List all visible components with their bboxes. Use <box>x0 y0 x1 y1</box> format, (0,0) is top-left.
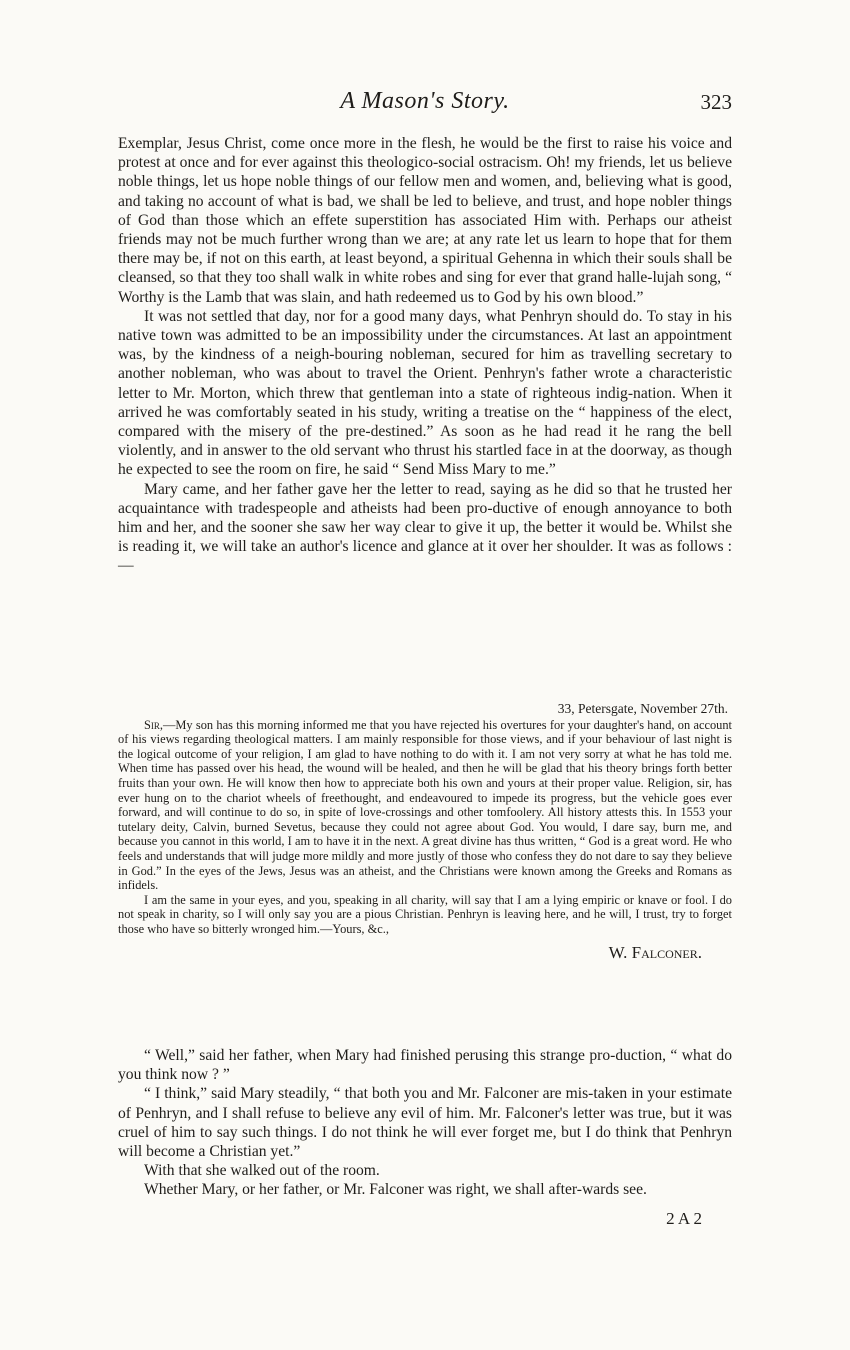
letter-text: I am the same in your eyes, and you, speaking in all charity, will say that I am a lying empiric or knave or fool. I do not speak in charity, so I will only say you are a pious Christian. Penhryn is leaving here, and he will, I trust, try to forget those who have so bitterly wronged him.—Yours, &c., <box>118 892 732 936</box>
letter-paragraph <box>118 893 732 937</box>
page-header <box>118 88 732 122</box>
letter-paragraph <box>118 718 732 893</box>
body-text-continued <box>118 1046 732 1228</box>
paragraph: With that she walked out of the room. <box>144 1162 380 1180</box>
paragraph: It was not settled that day, nor for a good many days, what Penhryn should do. To stay in his native town was admitted to be an impossibility under the circumstances. At last an appointment was, by the kindness of a neigh-bouring nobleman, secured for him as travelling secretary to another nobleman, who was about to travel the Orient. Penhryn's father wrote a characteristic letter to Mr. Morton, which threw that gentleman into a state of righteous indig-nation. When it arrived he was comfortably seated in his study, writing a treatise on the “ happiness of the elect, compared with the misery of the pre-destined.” As soon as he had read it he rang the bell violently, and in answer to the old servant who thrust his startled face in at the doorway, as though he expected to see the room on fire, he said “ Send Miss Mary to me.” <box>118 307 732 479</box>
paragraph: “ Well,” said her father, when Mary had finished perusing this strange pro-duction, “ what do you think now ? ” <box>118 1047 732 1084</box>
letter-signature: W. Falconer. <box>608 942 702 962</box>
quoted-letter <box>118 702 732 960</box>
letter-address: 33, Petersgate, November 27th. <box>557 701 728 716</box>
paragraph: Exemplar, Jesus Christ, come once more in the flesh, he would be the first to raise his voice and protest at once and for ever against this theologico-social ostracism. Oh! my friends, let us believe noble things, let us hope noble things of our fellow men and women, and, believing what is good, and taking no account of what is bad, we shall be led to believe, and trust, and hope nobler things of God than those which an effete superstition has associated Him with. Perhaps our atheist friends may not be much further wrong than we are; at any rate let us learn to hope that for them there may be, if not on this earth, at least beyond, a spiritual Gehenna in which their souls shall be cleansed, so that they too shall walk in white robes and sing for ever that grand halle-lujah song, “ Worthy is the Lamb that was slain, and hath redeemed us to God by his own blood.” <box>118 135 732 306</box>
body-text <box>118 134 732 576</box>
paragraph: “ I think,” said Mary steadily, “ that both you and Mr. Falconer are mis-taken in your estimate of Penhryn, and I shall refuse to believe any evil of him. Mr. Falconer's letter was true, but it was cruel of him to say such things. I do not think he will ever forget me, but I do think that Penhryn will become a Christian yet.” <box>118 1085 732 1161</box>
paragraph: Mary came, and her father gave her the letter to read, saying as he did so that he trusted her acquaintance with tradespeople and atheists had been pro-ductive of enough annoyance to both him and her, and the sooner she saw her way clear to give it up, the better it would be. Whilst she is reading it, we will take an author's licence and glance at it over her shoulder. It was as follows :— <box>118 480 732 575</box>
letter-text: —My son has this morning informed me that you have rejected his overtures for your daughter's hand, on account of his views regarding theological matters. I am mainly responsible for those views, and if your behaviour of last night is the logical outcome of your religion, I am glad to have nothing to do with it. I am not very sorry at what he has told me. When time has passed over his head, the wound will be healed, and then he will be glad that his theory brings forth better fruits than your own. He will know then how to appreciate both his own and yours at their proper value. Religion, sir, has ever hung on to the chariot wheels of freethought, and endeavoured to impede its progress, but the vehicle goes ever forward, and will continue to do so, in spite of love-crossings and other tomfoolery. All history attests this. In 1553 your tutelary deity, Calvin, burned Sevetus, because they could not agree about God. You would, I dare say, burn me, and because you cannot in this world, I am to have it in the next. A great divine has thus written, “ God is a great word. He who feels and understands that will judge more mildly and more justly of those who confess they do not dare to say they believe in God.” In the eyes of the Jews, Jesus was an atheist, and the Christians were known among the Greeks and Romans as infidels. <box>118 717 732 893</box>
running-title: A Mason's Story. <box>340 88 510 114</box>
letter-salutation: Sir, <box>144 717 163 732</box>
paragraph: Whether Mary, or her father, or Mr. Falconer was right, we shall after-wards see. <box>144 1181 647 1199</box>
page-number: 323 <box>700 90 732 114</box>
signature-mark: 2 A 2 <box>666 1208 702 1228</box>
